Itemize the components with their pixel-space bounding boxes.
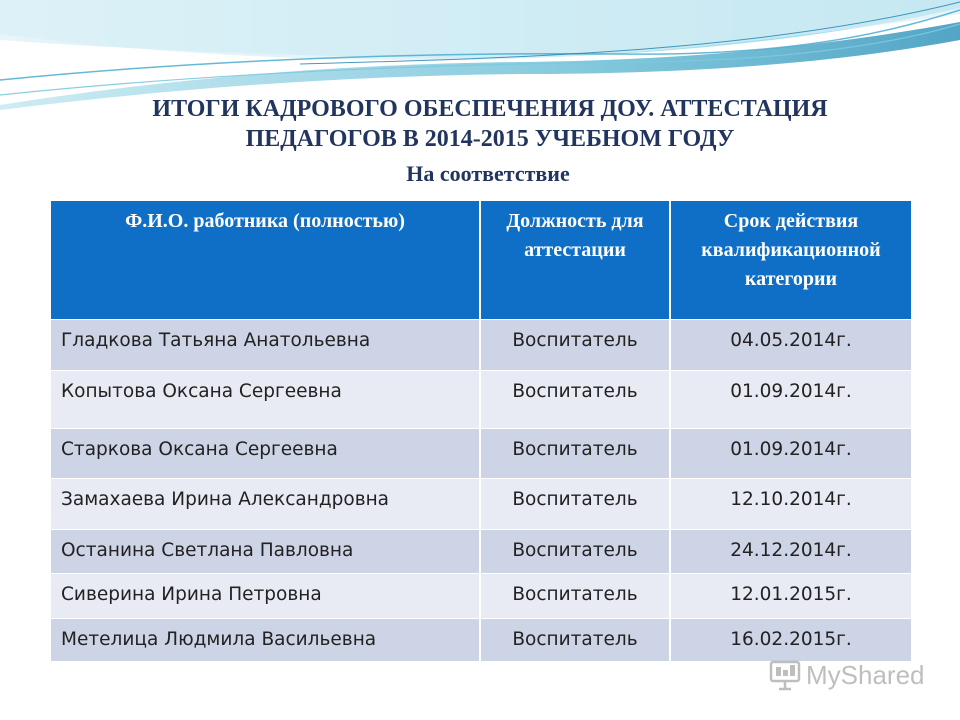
myshared-watermark (768, 654, 928, 696)
table-row (50, 319, 912, 370)
page-subtitle: На соответствие (406, 161, 570, 186)
cell-date: 01.09.2014г. (670, 428, 912, 478)
cell-date: 24.12.2014г. (670, 529, 912, 573)
table-row (50, 573, 912, 618)
cell-name: Старкова Оксана Сергеевна (50, 428, 480, 478)
cell-name: Метелица Людмила Васильевна (50, 618, 480, 661)
cell-position: Воспитатель (480, 618, 670, 661)
cell-date: 04.05.2014г. (670, 319, 912, 370)
cell-position: Воспитатель (480, 428, 670, 478)
table-row (50, 428, 912, 478)
watermark-text: MyShared (806, 659, 925, 690)
cell-date: 12.10.2014г. (670, 478, 912, 529)
page-title (0, 94, 960, 154)
cell-position: Воспитатель (480, 319, 670, 370)
cell-position: Воспитатель (480, 529, 670, 573)
table-header-row (50, 201, 912, 319)
header-position: Должность для аттестации (480, 201, 670, 319)
cell-name: Гладкова Татьяна Анатольевна (50, 319, 480, 370)
cell-position: Воспитатель (480, 478, 670, 529)
header-term: Срок действия квалификационной категории (670, 201, 912, 319)
cell-date: 12.01.2015г. (670, 573, 912, 618)
table-row (50, 478, 912, 529)
title-line-1: ИТОГИ КАДРОВОГО ОБЕСПЕЧЕНИЯ ДОУ. АТТЕСТАЦИЯ (152, 96, 828, 122)
presentation-icon (768, 658, 802, 692)
cell-name: Замахаева Ирина Александровна (50, 478, 480, 529)
cell-name: Останина Светлана Павловна (50, 529, 480, 573)
cell-date: 16.02.2015г. (670, 618, 912, 661)
header-name: Ф.И.О. работника (полностью) (50, 201, 480, 319)
cell-name: Копытова Оксана Сергеевна (50, 370, 480, 428)
table-row (50, 370, 912, 428)
attestation-table (49, 201, 913, 661)
title-line-2: ПЕДАГОГОВ В 2014-2015 УЧЕБНОМ ГОДУ (245, 126, 735, 152)
cell-date: 01.09.2014г. (670, 370, 912, 428)
cell-position: Воспитатель (480, 370, 670, 428)
cell-position: Воспитатель (480, 573, 670, 618)
table-row (50, 529, 912, 573)
cell-name: Сиверина Ирина Петровна (50, 573, 480, 618)
